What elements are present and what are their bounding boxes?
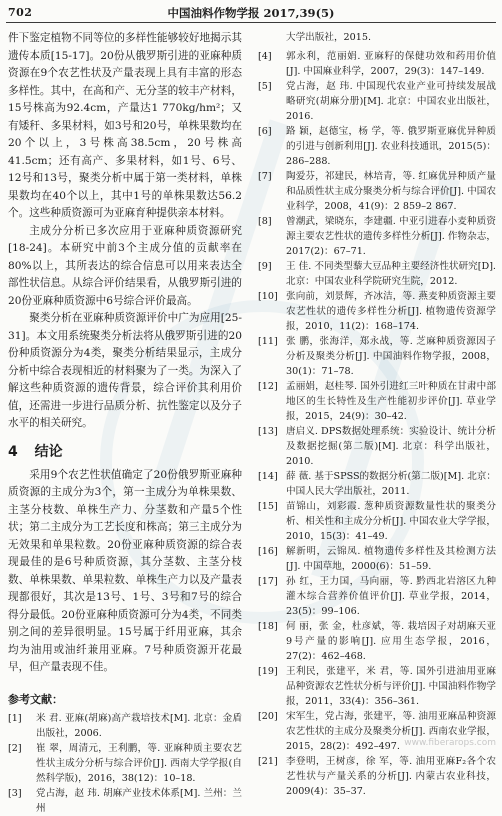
reference-item (8, 711, 242, 741)
reference-number: [1] (8, 712, 22, 724)
page-number: 702 (8, 6, 33, 19)
reference-text: 张向前，刘景辉，齐冰洁，等. 燕麦种质资源主要农艺性状的遗传多样性分析[J]. 植物遗传资源学报，2010，11(2)：168–174. (286, 291, 496, 332)
reference-number: [14] (258, 471, 278, 482)
reference-number: [19] (258, 666, 278, 677)
reference-text: 米 君. 亚麻(胡麻)高产栽培技术[M]. 北京：金盾出版社，2006. (36, 712, 242, 739)
reference-number: [21] (258, 756, 278, 767)
reference-number: [5] (258, 81, 272, 92)
reference-number: [7] (258, 171, 272, 182)
reference-number: [2] (8, 742, 22, 754)
reference-item (258, 544, 496, 574)
reference-item (258, 169, 496, 214)
reference-text: 孟丽娟，赵桂琴. 国外引进红三叶种质在甘肃中部地区的生长特性及生产性能初步评价[J]. 草业学报，2015，24(9)：30–42. (286, 381, 496, 422)
reference-item (258, 49, 496, 79)
paragraph: 聚类分析在亚麻种质资源评价中广为应用[25-31]。本文用系统聚类分析法将从俄罗斯引进的20份种质资源分为4类，聚类分析结果显示，主成分分析中综合表现相近的材料聚为了一类。为深入了解这些种质资源的遗传背景，综合评价其利用价值，还需进一步进行品质分析、抗性鉴定以及分子水平的相关研究。 (8, 312, 242, 429)
section-number: 4 (8, 443, 18, 460)
left-column (8, 30, 242, 814)
reference-text: 郭永利，范丽娟. 亚麻籽的保健功效和药用价值[J]. 中国麻业科学，2007，29(3)：147–149. (286, 51, 496, 77)
reference-text: 苗锦山，刘彩霞. 葱种质资源数量性状的聚类分析、相关性和主成分分析[J]. 中国农业大学学报，2010，15(3)：41–49. (286, 501, 496, 542)
reference-text: 党占海，赵 玮. 胡麻产业技术体系[M]. 兰州：兰州 (36, 787, 242, 814)
reference-list-right (258, 49, 496, 799)
paragraph: 件下鉴定植物不同等位的多样性能够较好地揭示其遗传本质[15-17]。20份从俄罗斯引进的亚麻种质资源在9个农艺性状及产量表现上具有丰富的形态多样性。其中，在高和产、无分茎的较丰产材料，15号株高为92.4cm，产量达1 770kg/hm²；又有矮秆、多果材料，如3号和20号，单株果数均在20个以上，3号株高38.5cm，20号株高41.5cm；还有高产、多果材料，如1号、6号、12号和13号，聚类分析中属于第一类材料，单株果数均在40个以上，其中1号的单株果数达56.2个。这些种质资源可为亚麻育种提供亲本材料。 (8, 32, 242, 219)
reference-number: [8] (258, 216, 272, 227)
reference-item (258, 79, 496, 124)
reference-number: [18] (258, 621, 278, 632)
reference-text: 曾潮武，梁晓东，李建疆. 中亚引进春小麦种质资源主要农艺性状的遗传多样性分析[J]. 作物杂志，2017(2)：67–71. (286, 216, 496, 257)
reference-text: 李登明，王树彦，徐 军，等. 油用亚麻F₂各个农艺性状与产量关系的分析[J]. 内蒙古农业科技，2009(4)：35–37. (286, 756, 496, 797)
reference-number: [4] (258, 51, 272, 62)
reference-item (258, 499, 496, 544)
reference-list-left (8, 711, 242, 816)
reference-text: 何 丽，张 金，杜彦斌，等. 栽培因子对胡麻天亚9号产量的影响[J]. 应用生态学报，2016，27(2)：462–468. (286, 621, 496, 662)
reference-number: [20] (258, 711, 278, 722)
reference-item (258, 289, 496, 334)
reference-text: 崔 翠，周清元，王利鹏，等. 亚麻种质主要农艺性状主成分分析与综合评价[J]. 西南大学学报(自然科学版)，2016，38(12)：10–18. (36, 742, 242, 784)
reference-item (8, 786, 242, 816)
reference-number: [15] (258, 501, 278, 512)
reference-number: [11] (258, 336, 278, 347)
reference-item (258, 469, 496, 499)
reference-text: 孙 红，王力国，马向丽，等. 黔西北岩溶区九种灌木综合营养价值评价[J]. 草业学报，2014，23(5)：99–106. (286, 576, 496, 617)
paragraph: 主成分分析已多次应用于亚麻种质资源研究[18-24]。本研究中前3个主成分值的贡献率在80%以上，其所表达的综合信息可以用来表达全部性状信息。从综合评价结果看，从俄罗斯引进的20份亚麻种质资源中6号综合评价最高。 (8, 224, 242, 307)
section-title: 结论 (34, 443, 63, 460)
watermark-text: www.fiberarops.com (404, 738, 496, 748)
reference-number: [17] (258, 576, 278, 587)
section-heading (8, 441, 242, 461)
reference-continuation: 大学出版社，2015. (286, 32, 372, 43)
page-header (0, 0, 502, 24)
reference-number: [9] (258, 261, 272, 272)
reference-item (258, 124, 496, 169)
reference-text: 唐启义. DPS数据处理系统：实验设计、统计分析及数据挖掘(第二版)[M]. 北京：科学出版社，2010. (286, 426, 496, 467)
journal-title: 中国油料作物学报 2017,39(5) (167, 6, 335, 20)
reference-number: [13] (258, 426, 278, 437)
reference-item (258, 424, 496, 469)
reference-text: 王 佳. 不同类型藜大豆品种主要经济性状研究[D]. 北京：中国农业科学院研究生院，2012. (286, 261, 496, 287)
reference-item (258, 214, 496, 259)
reference-number: [12] (258, 381, 278, 392)
references-heading: 参考文献： (8, 692, 63, 706)
reference-number: [16] (258, 546, 278, 557)
reference-number: [10] (258, 291, 278, 302)
reference-text: 路 颖，赵德宝，杨 学，等. 俄罗斯亚麻优异种质的引进与创新利用[J]. 农业科技通讯，2015(5)：286–288. (286, 126, 496, 167)
reference-item (258, 619, 496, 664)
header-rule (6, 22, 496, 23)
reference-text: 薛 薇. 基于SPSS的数据分析(第二版)[M]. 北京：中国人民大学出版社，2011. (286, 471, 496, 497)
reference-item (258, 574, 496, 619)
reference-item (258, 379, 496, 424)
reference-item (258, 259, 496, 289)
reference-text: 张 鹏，张海洋，郑永战，等. 芝麻种质资源因子分析及聚类分析[J]. 中国油料作物学报，2008，30(1)：71–78. (286, 336, 496, 377)
reference-number: [3] (8, 787, 22, 799)
reference-text: 党占海，赵 玮. 中国现代农业产业可持续发展战略研究(胡麻分册)[M]. 北京：中国农业出版社，2016. (286, 81, 496, 122)
reference-text: 解新明，云锦凤. 植物遗传多样性及其检测方法[J]. 中国草地，2000(6)：51–59. (286, 546, 496, 572)
reference-number: [6] (258, 126, 272, 137)
reference-text: 陶爱芬，祁建民，林培青，等. 红麻优异种质产量和品质性状主成分聚类分析与综合评价[J]. 中国农业科学，2008，41(9)：2 859–2 867. (286, 171, 496, 212)
reference-item (258, 664, 496, 709)
right-column (258, 30, 496, 797)
reference-item (8, 741, 242, 786)
reference-item (258, 754, 496, 799)
conclusion-paragraph: 采用9个农艺性状值确定了20份俄罗斯亚麻种质资源的主成分为3个，第一主成分为单株果数、主茎分枝数、单株生产力、分茎数和产量5个性状；第二主成分为工艺长度和株高；第三主成分为无效果和单果粒数。20份亚麻种质资源的综合表现最佳的是6号种质资源，其分茎数、主茎分枝数、单株果数、单果粒数、单株生产力以及产量表现都很好，其次是13号、1号、3号和7号的综合得分最低。20份亚麻种质资源可分为4类，不同类别之间的差异很明显。15号属于纤用亚麻，其余均为油用或油纤兼用亚麻。7号种质资源开花最早，但产量表现不佳。 (8, 468, 242, 673)
reference-item (258, 334, 496, 379)
reference-text: 宋军生，党占海，张建平，等. 油用亚麻品种资源农艺性状的主成分及聚类分析[J]. 西南农业学报，2015，28(2)：492–497. (286, 711, 496, 752)
reference-text: 王利民，张建平，米 君，等. 国外引进油用亚麻品种资源农艺性状分析与评价[J]. 中国油料作物学报，2011，33(4)：356–361. (286, 666, 496, 707)
